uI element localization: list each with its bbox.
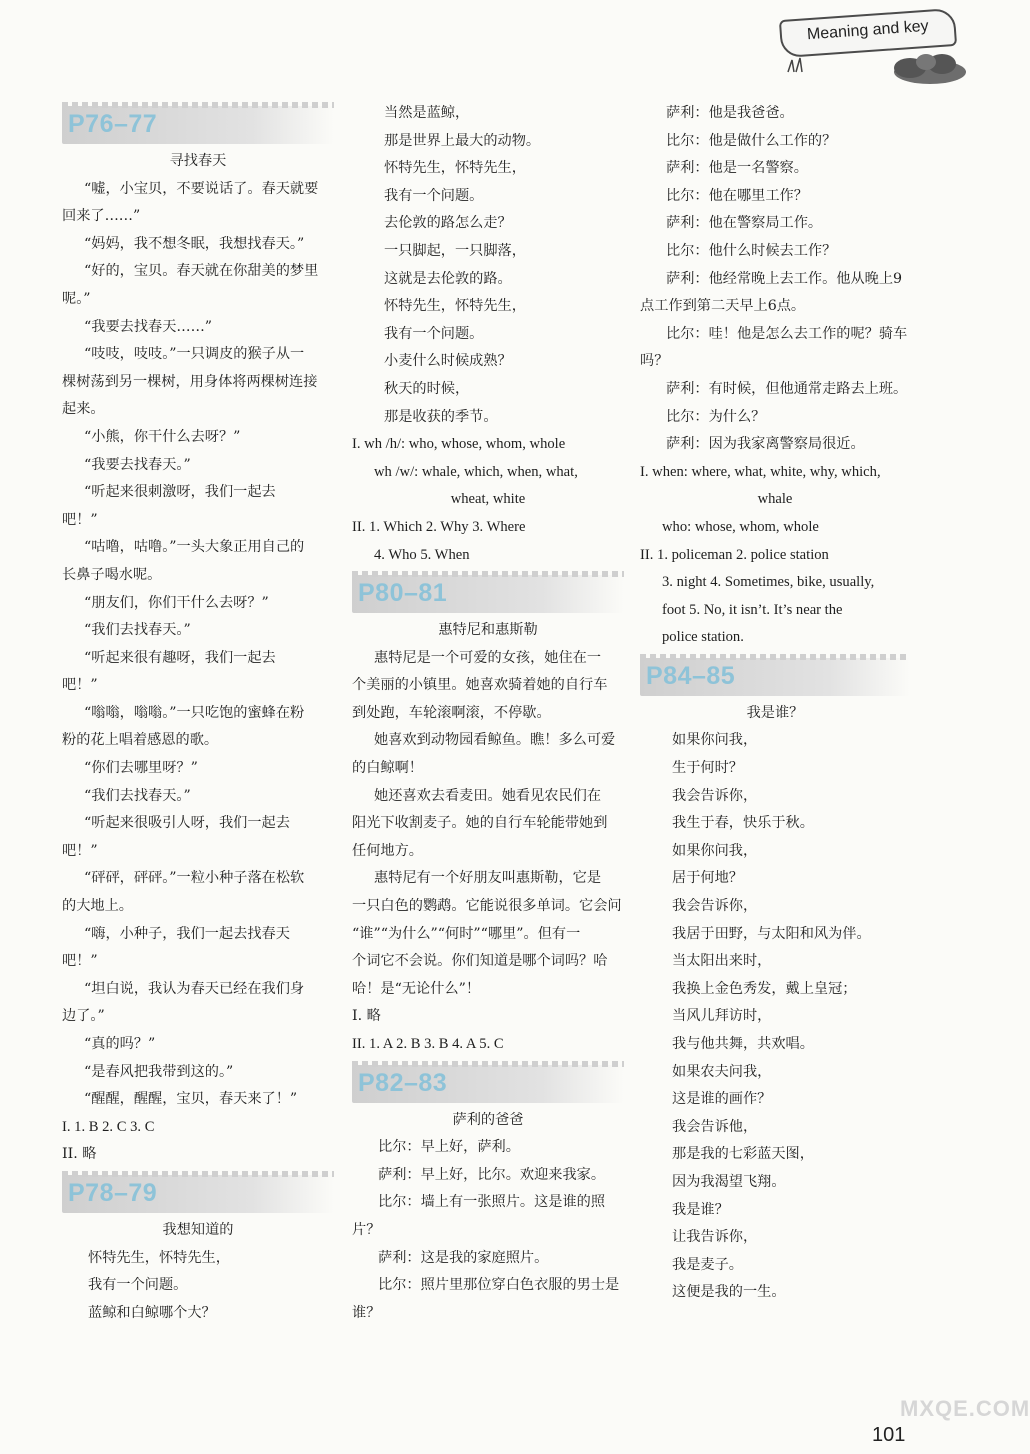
text-line: “你们去哪里呀？”: [84, 760, 198, 777]
section-page-range: P80–81: [358, 579, 448, 608]
poem-line: 当风儿拜访时，: [672, 1008, 772, 1025]
passage-title: 萨利的爸爸: [452, 1111, 524, 1128]
text-line: 萨利：他在警察局工作。: [666, 215, 823, 232]
column-2: [352, 100, 624, 1327]
text-line: “咕噜，咕噜。”一头大象正用自己的: [84, 539, 305, 556]
text-line: “好的，宝贝。春天就在你甜美的梦里: [84, 263, 319, 280]
poem-line: 去伦敦的路怎么走？: [384, 215, 512, 232]
poem-line: 我是麦子。: [672, 1256, 743, 1273]
text-line: 蓝鲸和白鲸哪个大？: [88, 1304, 216, 1321]
text-line: “我要去找春天。”: [84, 456, 191, 473]
section-header: [62, 106, 334, 144]
poem-line: 那是我的七彩蓝天图，: [672, 1146, 814, 1163]
text-line: 惠特尼是一个可爱的女孩，她住在一: [374, 649, 602, 666]
poem-line: 这是谁的画作？: [672, 1091, 772, 1108]
text-line: 比尔：他在哪里工作？: [666, 187, 808, 204]
poem-line: 我会告诉他，: [672, 1118, 758, 1135]
column-1: [62, 100, 334, 1327]
text-line: 边了。”: [62, 1008, 105, 1025]
text-line: 惠特尼有一个好朋友叫惠斯勒，它是: [374, 870, 602, 887]
text-line: “嘘，小宝贝，不要说话了。春天就要: [84, 180, 319, 197]
text-line: I. 略: [352, 1008, 381, 1025]
passage-title: 我是谁？: [746, 704, 804, 721]
text-line: 吧！”: [62, 953, 98, 970]
column-3: [640, 100, 910, 1307]
poem-line: 那是收获的季节。: [384, 408, 498, 425]
poem-line: 我是谁？: [672, 1201, 729, 1218]
text-line: 萨利：这是我的家庭照片。: [378, 1249, 549, 1266]
text-line: 比尔：他是做什么工作的？: [666, 132, 837, 149]
text-line: 比尔：墙上有一张照片。这是谁的照: [378, 1194, 606, 1211]
poem-line: 秋天的时候，: [384, 380, 470, 397]
answer-line: police station.: [662, 629, 744, 646]
text-line: 比尔：早上好，萨利。: [378, 1139, 520, 1156]
answer-line: whale: [757, 491, 793, 508]
answer-line: who: whose, whom, whole: [662, 518, 819, 535]
text-line: 呢。”: [62, 290, 91, 307]
poem-line: 我有一个问题。: [384, 187, 484, 204]
section-page-range: P84–85: [646, 661, 736, 690]
text-line: 回来了……”: [62, 208, 141, 225]
answer-line: 4. Who 5. When: [374, 546, 470, 563]
poem-line: 一只脚起，一只脚落，: [384, 242, 526, 259]
text-line: 的大地上。: [62, 898, 133, 915]
answer-line: I. when: where, what, white, why, which,: [640, 463, 881, 480]
text-line: “听起来很吸引人呀，我们一起去: [84, 815, 290, 832]
section-page-range: P76–77: [68, 110, 158, 138]
text-line: 任何地方。: [352, 842, 423, 859]
text-line: 棵树荡到另一棵树，用身体将两棵树连接: [62, 373, 318, 390]
answer-line: II. 1. Which 2. Why 3. Where: [352, 518, 526, 535]
answer-line: I. 1. B 2. C 3. C: [62, 1118, 155, 1135]
text-line: 吧！”: [62, 842, 98, 859]
text-line: II. 略: [62, 1146, 97, 1163]
text-line: “我们去找春天。”: [84, 787, 191, 804]
text-line: “听起来很有趣呀，我们一起去: [84, 649, 276, 666]
text-line: 哈！是“无论什么”！: [352, 980, 481, 997]
poem-line: 当太阳出来时，: [672, 953, 772, 970]
poem-line: 我换上金色秀发，戴上皇冠；: [672, 980, 857, 997]
poem-line: 小麦什么时候成熟？: [384, 353, 512, 370]
text-line: 片？: [352, 1221, 381, 1238]
watermark: MXQE.COM: [900, 1396, 1030, 1421]
text-line: 萨利：有时候，但他通常走路去上班。: [666, 380, 908, 397]
text-line: “砰砰，砰砰。”一粒小种子落在松软: [84, 870, 305, 887]
poem-line: 怀特先生，怀特先生，: [384, 298, 526, 315]
text-line: 萨利：他是我爸爸。: [666, 105, 794, 121]
passage-title: 我想知道的: [162, 1221, 234, 1238]
answer-line: II. 1. A 2. B 3. B 4. A 5. C: [352, 1036, 504, 1052]
text-line: 比尔：照片里那位穿白色衣服的男士是: [378, 1277, 620, 1294]
text-line: “我要去找春天……”: [84, 318, 213, 335]
answer-line: wh /w/: whale, which, when, what,: [374, 463, 578, 480]
text-line: “是春风把我带到这的。”: [84, 1063, 234, 1080]
poem-line: 当然是蓝鲸，: [384, 105, 470, 121]
section-header: [640, 658, 910, 696]
text-line: 萨利：早上好，比尔。欢迎来我家。: [378, 1166, 606, 1183]
poem-line: 我会告诉你，: [672, 898, 758, 915]
poem-line: 如果农夫问我，: [672, 1063, 772, 1080]
poem-line: 我居于田野，与太阳和风为伴。: [672, 925, 871, 942]
poem-line: 我会告诉你，: [672, 787, 758, 804]
poem-line: 居于何地？: [672, 870, 743, 887]
poem-line: 那是世界上最大的动物。: [384, 132, 541, 149]
poem-line: 这便是我的一生。: [672, 1284, 786, 1301]
poem-line: 如果你问我，: [672, 842, 758, 859]
section-page-range: P82–83: [358, 1068, 448, 1097]
text-line: 的白鲸啊！: [352, 760, 423, 777]
text-line: 谁？: [352, 1304, 381, 1321]
text-line: 到处跑，车轮滚啊滚，不停歇。: [352, 704, 551, 721]
text-line: 她还喜欢去看麦田。她看见农民们在: [374, 787, 602, 804]
page-number: 101: [872, 1424, 906, 1446]
poem-line: 如果你问我，: [672, 732, 758, 749]
text-line: 怀特先生，怀特先生，: [88, 1249, 230, 1266]
text-line: “真的吗？”: [84, 1036, 156, 1052]
text-line: “吱吱，吱吱。”一只调皮的猴子从一: [84, 346, 305, 363]
text-line: 粉的花上唱着感恩的歌。: [62, 732, 219, 749]
section-page-range: P78–79: [68, 1178, 158, 1207]
text-line: 萨利：因为我家离警察局很近。: [666, 436, 865, 453]
text-line: “嗨，小种子，我们一起去找春天: [84, 925, 290, 942]
answer-line: I. wh /h/: who, whose, whom, whole: [352, 436, 566, 453]
text-line: “朋友们，你们干什么去呀？”: [84, 594, 269, 611]
text-line: 她喜欢到动物园看鲸鱼。瞧！多么可爱: [374, 732, 616, 749]
text-line: 长鼻子喝水呢。: [62, 566, 162, 583]
text-line: 点工作到第二天早上6点。: [640, 298, 806, 315]
poem-line: 因为我渴望飞翔。: [672, 1173, 786, 1190]
text-line: “小熊，你干什么去呀？”: [84, 428, 241, 445]
answer-line: II. 1. policeman 2. police station: [640, 546, 829, 563]
text-line: 比尔：为什么？: [666, 408, 766, 425]
poem-line: 让我告诉你，: [672, 1229, 758, 1246]
text-line: 一只白色的鹦鹉。它能说很多单词。它会问: [352, 898, 622, 915]
text-line: “听起来很刺激呀，我们一起去: [84, 484, 276, 501]
poem-line: 我与他共舞，共欢唱。: [672, 1036, 814, 1052]
text-line: 吧！”: [62, 677, 98, 694]
text-line: 阳光下收割麦子。她的自行车轮能带她到: [352, 815, 608, 832]
poem-line: 我生于春，快乐于秋。: [672, 815, 814, 832]
text-line: 吗？: [640, 353, 669, 370]
poem-line: 怀特先生，怀特先生，: [384, 160, 526, 177]
section-header: [62, 1175, 334, 1213]
banner-text: Meaning and key: [806, 17, 930, 44]
text-line: “嗡嗡，嗡嗡。”一只吃饱的蜜蜂在粉: [84, 704, 305, 721]
answer-line: 3. night 4. Sometimes, bike, usually,: [662, 574, 875, 591]
text-line: “我们去找春天。”: [84, 622, 191, 639]
answer-line: wheat, white: [450, 491, 526, 508]
text-line: 起来。: [62, 401, 105, 418]
text-line: 个美丽的小镇里。她喜欢骑着她的自行车: [352, 677, 608, 694]
text-line: “坦白说，我认为春天已经在我们身: [84, 980, 305, 997]
bush-decoration-icon: [780, 40, 970, 90]
text-line: 萨利：他经常晚上去工作。他从晚上9: [666, 270, 903, 287]
text-line: “谁”“为什么”“何时”“哪里”。但有一: [352, 925, 581, 942]
poem-line: 生于何时？: [672, 760, 743, 777]
text-line: 比尔：哇！他是怎么去工作的呢？骑车: [666, 325, 908, 342]
text-line: “妈妈，我不想冬眠，我想找春天。”: [84, 235, 305, 252]
text-line: 吧！”: [62, 511, 98, 528]
text-line: 我有一个问题。: [88, 1277, 188, 1294]
text-line: 比尔：他什么时候去工作？: [666, 242, 837, 259]
text-line: “醒醒，醒醒，宝贝，春天来了！”: [84, 1091, 298, 1108]
poem-line: 这就是去伦敦的路。: [384, 270, 512, 287]
text-line: 个词它不会说。你们知道是哪个词吗？哈: [352, 953, 608, 970]
answer-line: foot 5. No, it isn’t. It’s near the: [662, 601, 843, 618]
text-line: 萨利：他是一名警察。: [666, 160, 808, 177]
passage-title: 惠特尼和惠斯勒: [438, 622, 538, 639]
section-header: [352, 1065, 624, 1103]
section-header: [352, 575, 624, 613]
poem-line: 我有一个问题。: [384, 325, 484, 342]
passage-title: 寻找春天: [169, 153, 227, 169]
